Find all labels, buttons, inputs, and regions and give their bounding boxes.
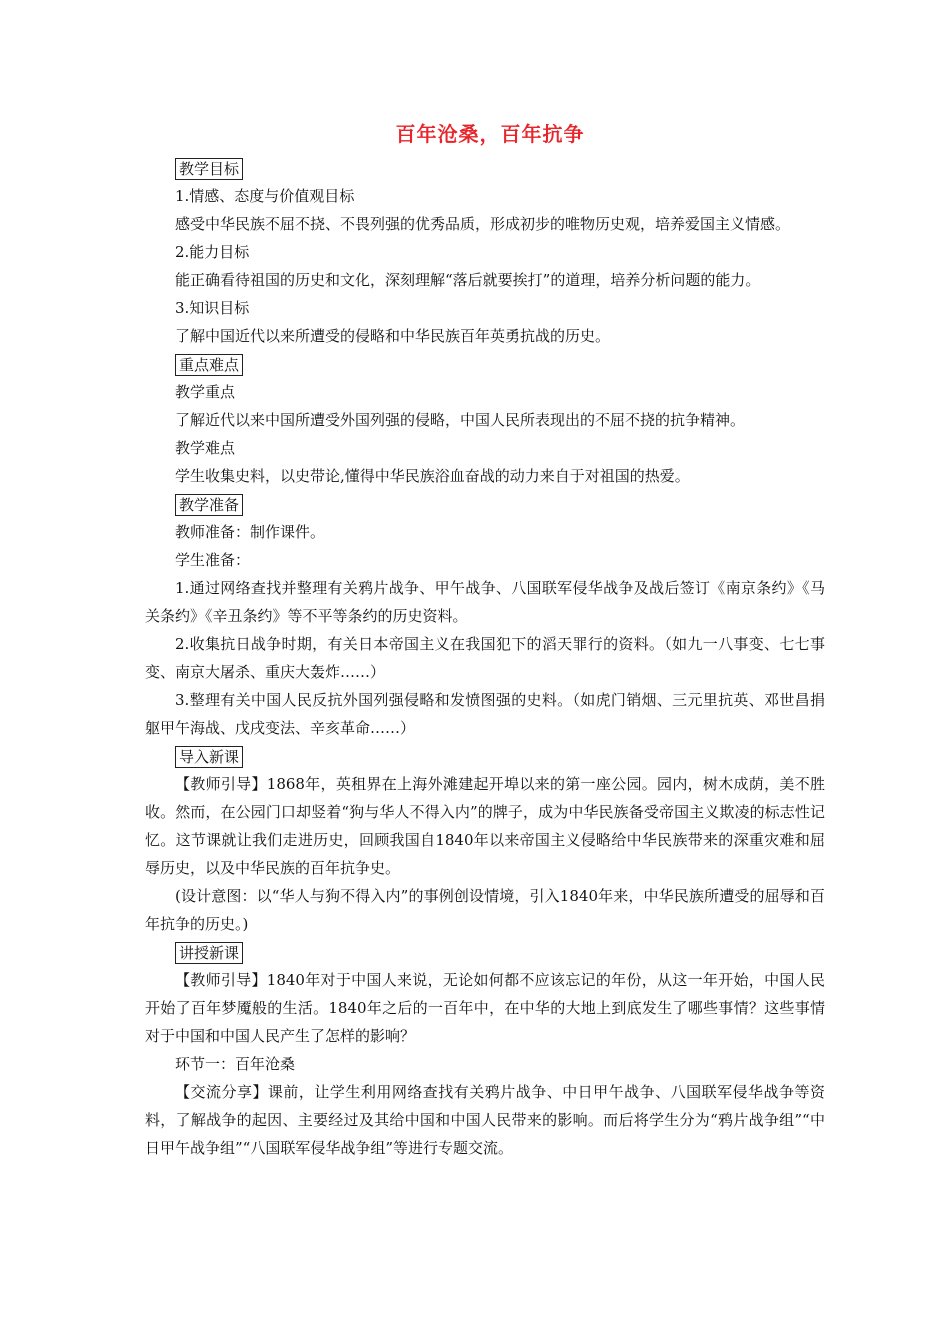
section-heading-keypoints: 重点难点 (145, 352, 825, 378)
student-prep: 学生准备： (175, 551, 251, 569)
lecture-step-1: 环节一：百年沧桑 (175, 1055, 296, 1073)
goal-3-title: 3.知识目标 (175, 299, 250, 317)
focus-text: 了解近代以来中国所遭受外国列强的侵略，中国人民所表现出的不屈不挠的抗争精神。 (175, 411, 746, 429)
prep-item-3: 3.整理有关中国人民反抗外国列强侵略和发愤图强的史料。（如虎门销烟、三元里抗英、邓世昌捐躯甲午海战、戊戌变法、辛亥革命……） (145, 691, 825, 737)
lecture-guide: 【教师引导】1840年对于中国人来说，无论如何都不应该忘记的年份，从这一年开始，中国人民开始了百年梦魇般的生活。1840年之后的一百年中，在中华的大地上到底发生了哪些事情？这些事情对于中国和中国人民产生了怎样的影响？ (145, 971, 825, 1045)
section-heading-goals: 教学目标 (145, 156, 825, 182)
intro-design: (设计意图：以“华人与狗不得入内”的事例创设情境，引入1840年来，中华民族所遭受的屈辱和百年抗争的历史。) (145, 887, 825, 933)
goal-2-text: 能正确看待祖国的历史和文化，深刻理解“落后就要挨打”的道理，培养分析问题的能力。 (175, 271, 761, 289)
goal-1-title: 1.情感、态度与价值观目标 (175, 187, 355, 205)
lecture-share: 【交流分享】课前，让学生利用网络查找有关鸦片战争、中日甲午战争、八国联军侵华战争等资料，了解战争的起因、主要经过及其给中国和中国人民带来的影响。而后将学生分为“鸦片战争组”“中日甲午战争组”“八国联军侵华战争组”等进行专题交流。 (145, 1083, 825, 1157)
section-heading-lecture: 讲授新课 (145, 940, 825, 966)
intro-guide: 【教师引导】1868年，英租界在上海外滩建起开埠以来的第一座公园。园内，树木成荫，美不胜收。然而，在公园门口却竖着“狗与华人不得入内”的牌子，成为中华民族备受帝国主义欺凌的标志性记忆。这节课就让我们走进历史，回顾我国自1840年以来帝国主义侵略给中华民族带来的深重灾难和屈辱历史，以及中华民族的百年抗争史。 (145, 775, 825, 877)
difficulty-text: 学生收集史料，以史带论,懂得中华民族浴血奋战的动力来自于对祖国的热爱。 (175, 467, 690, 485)
goal-2-title: 2.能力目标 (175, 243, 250, 261)
difficulty-title: 教学难点 (175, 439, 236, 457)
goal-1-text: 感受中华民族不屈不挠、不畏列强的优秀品质，形成初步的唯物历史观，培养爱国主义情感。 (175, 215, 791, 233)
goal-3-text: 了解中国近代以来所遭受的侵略和中华民族百年英勇抗战的历史。 (175, 327, 611, 345)
prep-item-1: 1.通过网络查找并整理有关鸦片战争、甲午战争、八国联军侵华战争及战后签订《南京条约》《马关条约》《辛丑条约》等不平等条约的历史资料。 (145, 579, 825, 625)
prep-item-2: 2.收集抗日战争时期，有关日本帝国主义在我国犯下的滔天罪行的资料。（如九一八事变、七七事变、南京大屠杀、重庆大轰炸……） (145, 635, 825, 681)
document-page (145, 118, 825, 1162)
teacher-prep: 教师准备：制作课件。 (175, 523, 326, 541)
section-heading-intro: 导入新课 (145, 744, 825, 770)
section-heading-prep: 教学准备 (145, 492, 825, 518)
page-title: 百年沧桑，百年抗争 (395, 122, 585, 146)
focus-title: 教学重点 (175, 383, 236, 401)
